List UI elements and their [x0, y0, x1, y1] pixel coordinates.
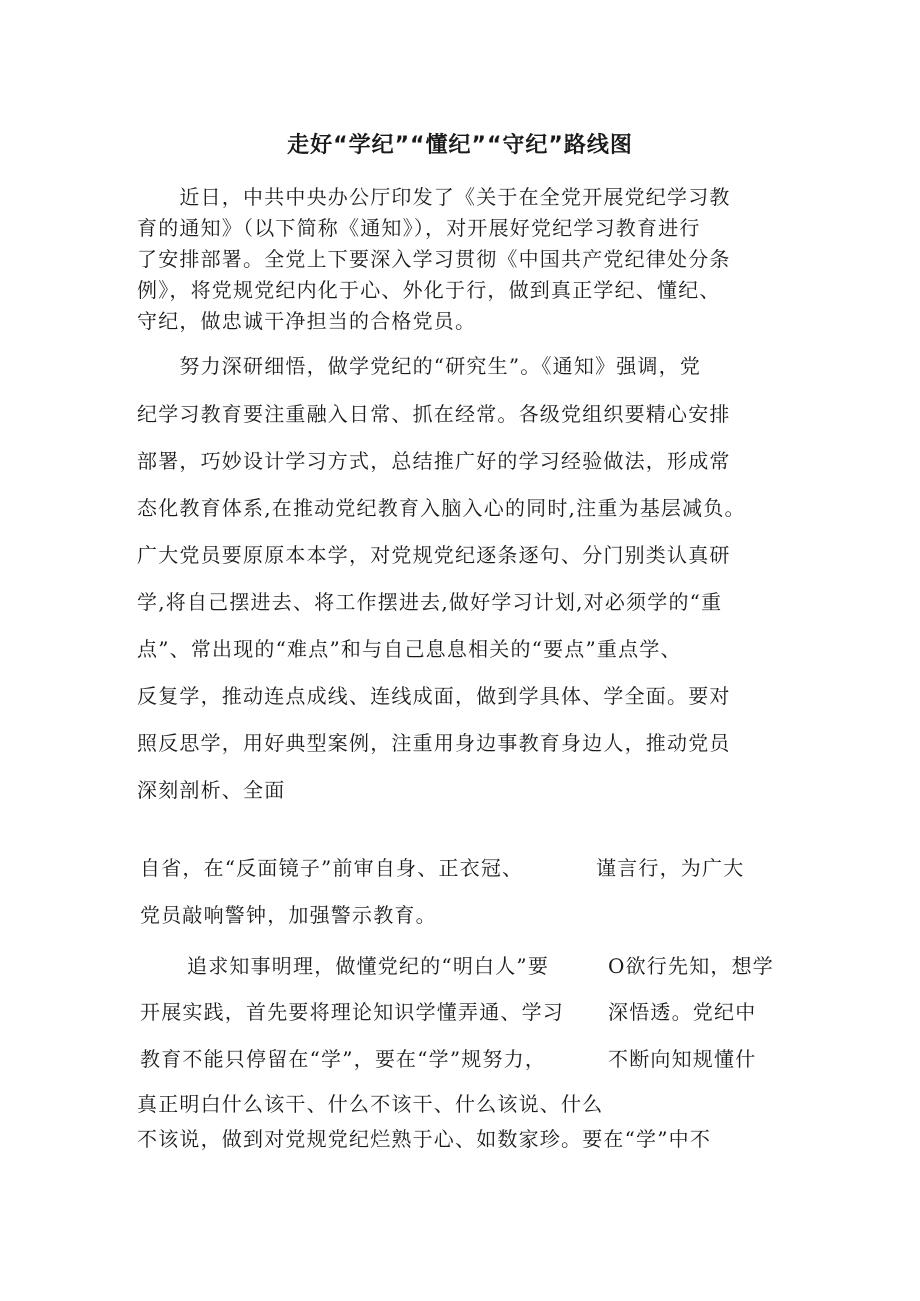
paragraph-line: 了安排部署。全党上下要深入学习贯彻《中国共产党纪律处分条 [137, 247, 731, 271]
paragraph-line: 近日，中共中央办公厅印发了《关于在全党开展党纪学习教 [137, 185, 731, 209]
paragraph-line: 守纪，做忠诚干净担当的合格党员。 [137, 309, 477, 333]
paragraph-line: 纪学习教育要注重融入日常、抓在经常。各级党组织要精心安排 [137, 402, 731, 426]
paragraph-line: 育的通知》（以下简称《通知》），对开展好党纪学习教育进行 [137, 216, 701, 240]
paragraph-line: 自省，在“反面镜子”前审自身、正衣冠、 [140, 856, 524, 880]
paragraph-line: 部署，巧妙设计学习方式，总结推广好的学习经验做法，形成常 [137, 449, 731, 473]
paragraph-line: 态化教育体系,在推动党纪教育入脑入心的同时,注重为基层减负。 [137, 496, 746, 520]
paragraph-line: 学,将自己摆进去、将工作摆进去,做好学习计划,对必须学的“重 [137, 590, 723, 614]
paragraph-line: 真正明白什么该干、什么不该干、什么该说、什么 [137, 1092, 604, 1116]
paragraph-line: 党员敲响警钟，加强警示教育。 [140, 903, 437, 927]
paragraph-line: 深悟透。党纪中 [608, 1000, 757, 1024]
paragraph-line: 广大党员要原原本本学，对党规党纪逐条逐句、分门别类认真研 [137, 543, 731, 567]
paragraph-line: 不断向知规懂什 [608, 1047, 757, 1071]
paragraph-line: 例》，将党规党纪内化于心、外化于行，做到真正学纪、懂纪、 [137, 278, 721, 302]
paragraph-line: 开展实践，首先要将理论知识学懂弄通、学习 [140, 1000, 564, 1024]
paragraph-intro [137, 182, 731, 337]
paragraph-line: 点”、常出现的“难点”和与自己息息相关的“要点”重点学、 [137, 637, 682, 661]
paragraph-line: O欲行先知，想学 [608, 954, 774, 978]
paragraph-line: 谨言行，为广大 [596, 856, 745, 880]
clipped-line [137, 1086, 787, 1116]
paragraph-line: 不该说，做到对党规党纪烂熟于心、如数家珍。要在“学”中不 [137, 1127, 712, 1151]
paragraph-line: 照反思学，用好典型案例，注重用身边事教育身边人，推动党员 [137, 731, 731, 755]
paragraph-line: 努力深研细悟，做学党纪的“研究生”。《通知》强调，党 [137, 354, 702, 378]
paragraph-line: 深刻剖析、全面 [137, 778, 286, 802]
paragraph-line: 追求知事明理，做懂党纪的“明白人”要 [187, 954, 550, 978]
document-title: 走好“学纪”“懂纪”“守纪”路线图 [287, 133, 633, 158]
paragraph-line: 反复学，推动连点成线、连线成面，做到学具体、学全面。要对 [137, 684, 731, 708]
paragraph-line: 教育不能只停留在“学”，要在“学”规努力， [140, 1047, 547, 1071]
